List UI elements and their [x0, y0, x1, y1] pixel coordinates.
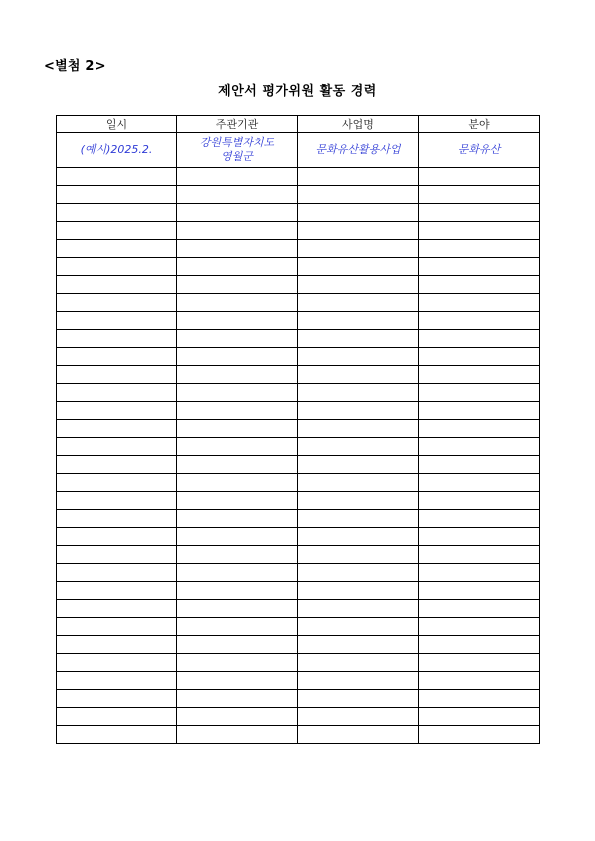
field-cell[interactable] — [419, 546, 540, 564]
organizer-cell[interactable] — [177, 204, 298, 222]
date-cell[interactable] — [57, 708, 177, 726]
field-cell[interactable] — [419, 600, 540, 618]
date-cell[interactable] — [57, 456, 177, 474]
date-cell[interactable] — [57, 672, 177, 690]
date-cell[interactable] — [57, 204, 177, 222]
table-row — [57, 582, 540, 600]
table-row — [57, 294, 540, 312]
organizer-cell[interactable] — [177, 636, 298, 654]
organizer-cell[interactable] — [177, 420, 298, 438]
table-row — [57, 312, 540, 330]
header-date: 일시 — [57, 116, 177, 133]
organizer-cell[interactable] — [177, 240, 298, 258]
field-cell[interactable] — [419, 618, 540, 636]
example-row — [57, 133, 540, 168]
project-cell[interactable] — [298, 204, 419, 222]
date-cell[interactable] — [57, 348, 177, 366]
organizer-cell[interactable] — [177, 348, 298, 366]
project-cell[interactable] — [298, 582, 419, 600]
project-cell[interactable] — [298, 564, 419, 582]
table-row — [57, 492, 540, 510]
organizer-cell[interactable] — [177, 510, 298, 528]
project-cell[interactable] — [298, 222, 419, 240]
date-cell[interactable] — [57, 726, 177, 744]
organizer-cell[interactable] — [177, 474, 298, 492]
organizer-cell[interactable] — [177, 276, 298, 294]
project-cell[interactable] — [298, 528, 419, 546]
field-cell[interactable] — [419, 420, 540, 438]
date-cell[interactable] — [57, 294, 177, 312]
table-row — [57, 168, 540, 186]
table-row — [57, 528, 540, 546]
organizer-cell[interactable] — [177, 528, 298, 546]
project-cell[interactable] — [298, 492, 419, 510]
project-cell[interactable] — [298, 438, 419, 456]
organizer-cell[interactable] — [177, 456, 298, 474]
date-cell[interactable] — [57, 384, 177, 402]
date-cell[interactable] — [57, 690, 177, 708]
project-cell[interactable] — [298, 312, 419, 330]
field-cell[interactable] — [419, 582, 540, 600]
header-organizer: 주관기관 — [177, 116, 298, 133]
project-cell[interactable] — [298, 636, 419, 654]
organizer-cell[interactable] — [177, 618, 298, 636]
table-row — [57, 708, 540, 726]
table-row — [57, 204, 540, 222]
table-row — [57, 600, 540, 618]
date-cell[interactable] — [57, 438, 177, 456]
field-cell[interactable] — [419, 384, 540, 402]
project-cell[interactable] — [298, 384, 419, 402]
field-cell[interactable] — [419, 402, 540, 420]
project-cell[interactable] — [298, 402, 419, 420]
date-cell[interactable] — [57, 654, 177, 672]
activity-career-table — [56, 115, 540, 744]
example-project[interactable]: 문화유산활용사업 — [298, 133, 419, 168]
table-row — [57, 510, 540, 528]
project-cell[interactable] — [298, 456, 419, 474]
project-cell[interactable] — [298, 600, 419, 618]
organizer-cell[interactable] — [177, 222, 298, 240]
field-cell[interactable] — [419, 654, 540, 672]
field-cell[interactable] — [419, 564, 540, 582]
date-cell[interactable] — [57, 366, 177, 384]
field-cell[interactable] — [419, 240, 540, 258]
example-organizer-line1: 강원특별자치도 — [199, 136, 275, 149]
organizer-cell[interactable] — [177, 690, 298, 708]
date-cell[interactable] — [57, 510, 177, 528]
date-cell[interactable] — [57, 528, 177, 546]
organizer-cell[interactable] — [177, 330, 298, 348]
project-cell[interactable] — [298, 474, 419, 492]
table-row — [57, 366, 540, 384]
table-row — [57, 438, 540, 456]
date-cell[interactable] — [57, 600, 177, 618]
date-cell[interactable] — [57, 402, 177, 420]
date-cell[interactable] — [57, 330, 177, 348]
field-cell[interactable] — [419, 204, 540, 222]
date-cell[interactable] — [57, 564, 177, 582]
field-cell[interactable] — [419, 186, 540, 204]
organizer-cell[interactable] — [177, 492, 298, 510]
organizer-cell[interactable] — [177, 366, 298, 384]
table-row — [57, 186, 540, 204]
field-cell[interactable] — [419, 456, 540, 474]
table-row — [57, 654, 540, 672]
date-cell[interactable] — [57, 492, 177, 510]
table-row — [57, 240, 540, 258]
attachment-label: <별첨 2> — [44, 59, 106, 74]
date-cell[interactable] — [57, 276, 177, 294]
project-cell[interactable] — [298, 186, 419, 204]
project-cell[interactable] — [298, 168, 419, 186]
organizer-cell[interactable] — [177, 384, 298, 402]
field-cell[interactable] — [419, 312, 540, 330]
table-row — [57, 276, 540, 294]
field-cell[interactable] — [419, 636, 540, 654]
project-cell[interactable] — [298, 258, 419, 276]
project-cell[interactable] — [298, 510, 419, 528]
project-cell[interactable] — [298, 618, 419, 636]
organizer-cell[interactable] — [177, 672, 298, 690]
field-cell[interactable] — [419, 708, 540, 726]
project-cell[interactable] — [298, 546, 419, 564]
table-row — [57, 222, 540, 240]
organizer-cell[interactable] — [177, 168, 298, 186]
table-row — [57, 384, 540, 402]
organizer-cell[interactable] — [177, 258, 298, 276]
project-cell[interactable] — [298, 690, 419, 708]
document-title: 제안서 평가위원 활동 경력 — [218, 84, 377, 99]
date-cell[interactable] — [57, 168, 177, 186]
example-field[interactable]: 문화유산 — [419, 133, 540, 168]
organizer-cell[interactable] — [177, 438, 298, 456]
example-date[interactable]: (예시)2025.2. — [57, 133, 177, 168]
field-cell[interactable] — [419, 348, 540, 366]
field-cell[interactable] — [419, 672, 540, 690]
date-cell[interactable] — [57, 618, 177, 636]
date-cell[interactable] — [57, 474, 177, 492]
organizer-cell[interactable] — [177, 708, 298, 726]
table-row — [57, 690, 540, 708]
project-cell[interactable] — [298, 672, 419, 690]
organizer-cell[interactable] — [177, 312, 298, 330]
organizer-cell[interactable] — [177, 600, 298, 618]
field-cell[interactable] — [419, 330, 540, 348]
table-row — [57, 726, 540, 744]
project-cell[interactable] — [298, 294, 419, 312]
organizer-cell[interactable] — [177, 654, 298, 672]
table-row — [57, 474, 540, 492]
date-cell[interactable] — [57, 312, 177, 330]
field-cell[interactable] — [419, 474, 540, 492]
project-cell[interactable] — [298, 330, 419, 348]
project-cell[interactable] — [298, 276, 419, 294]
field-cell[interactable] — [419, 510, 540, 528]
field-cell[interactable] — [419, 690, 540, 708]
header-field: 분야 — [419, 116, 540, 133]
table-row — [57, 672, 540, 690]
field-cell[interactable] — [419, 492, 540, 510]
field-cell[interactable] — [419, 528, 540, 546]
organizer-cell[interactable] — [177, 564, 298, 582]
date-cell[interactable] — [57, 258, 177, 276]
project-cell[interactable] — [298, 708, 419, 726]
organizer-cell[interactable] — [177, 726, 298, 744]
field-cell[interactable] — [419, 276, 540, 294]
organizer-cell[interactable] — [177, 402, 298, 420]
project-cell[interactable] — [298, 240, 419, 258]
project-cell[interactable] — [298, 420, 419, 438]
table-row — [57, 618, 540, 636]
date-cell[interactable] — [57, 240, 177, 258]
date-cell[interactable] — [57, 582, 177, 600]
date-cell[interactable] — [57, 222, 177, 240]
example-organizer[interactable] — [177, 133, 298, 168]
field-cell[interactable] — [419, 258, 540, 276]
date-cell[interactable] — [57, 546, 177, 564]
organizer-cell[interactable] — [177, 186, 298, 204]
field-cell[interactable] — [419, 168, 540, 186]
project-cell[interactable] — [298, 726, 419, 744]
table-row — [57, 402, 540, 420]
table-row — [57, 330, 540, 348]
organizer-cell[interactable] — [177, 294, 298, 312]
example-organizer-line2: 영월군 — [221, 150, 253, 163]
date-cell[interactable] — [57, 186, 177, 204]
project-cell[interactable] — [298, 366, 419, 384]
organizer-cell[interactable] — [177, 582, 298, 600]
field-cell[interactable] — [419, 294, 540, 312]
project-cell[interactable] — [298, 654, 419, 672]
field-cell[interactable] — [419, 726, 540, 744]
table-row — [57, 258, 540, 276]
organizer-cell[interactable] — [177, 546, 298, 564]
header-project: 사업명 — [298, 116, 419, 133]
field-cell[interactable] — [419, 438, 540, 456]
date-cell[interactable] — [57, 420, 177, 438]
table-row — [57, 636, 540, 654]
field-cell[interactable] — [419, 366, 540, 384]
project-cell[interactable] — [298, 348, 419, 366]
field-cell[interactable] — [419, 222, 540, 240]
table-row — [57, 420, 540, 438]
table-row — [57, 456, 540, 474]
table-row — [57, 564, 540, 582]
table-row — [57, 348, 540, 366]
table-row — [57, 546, 540, 564]
table-header-row — [57, 116, 540, 133]
date-cell[interactable] — [57, 636, 177, 654]
